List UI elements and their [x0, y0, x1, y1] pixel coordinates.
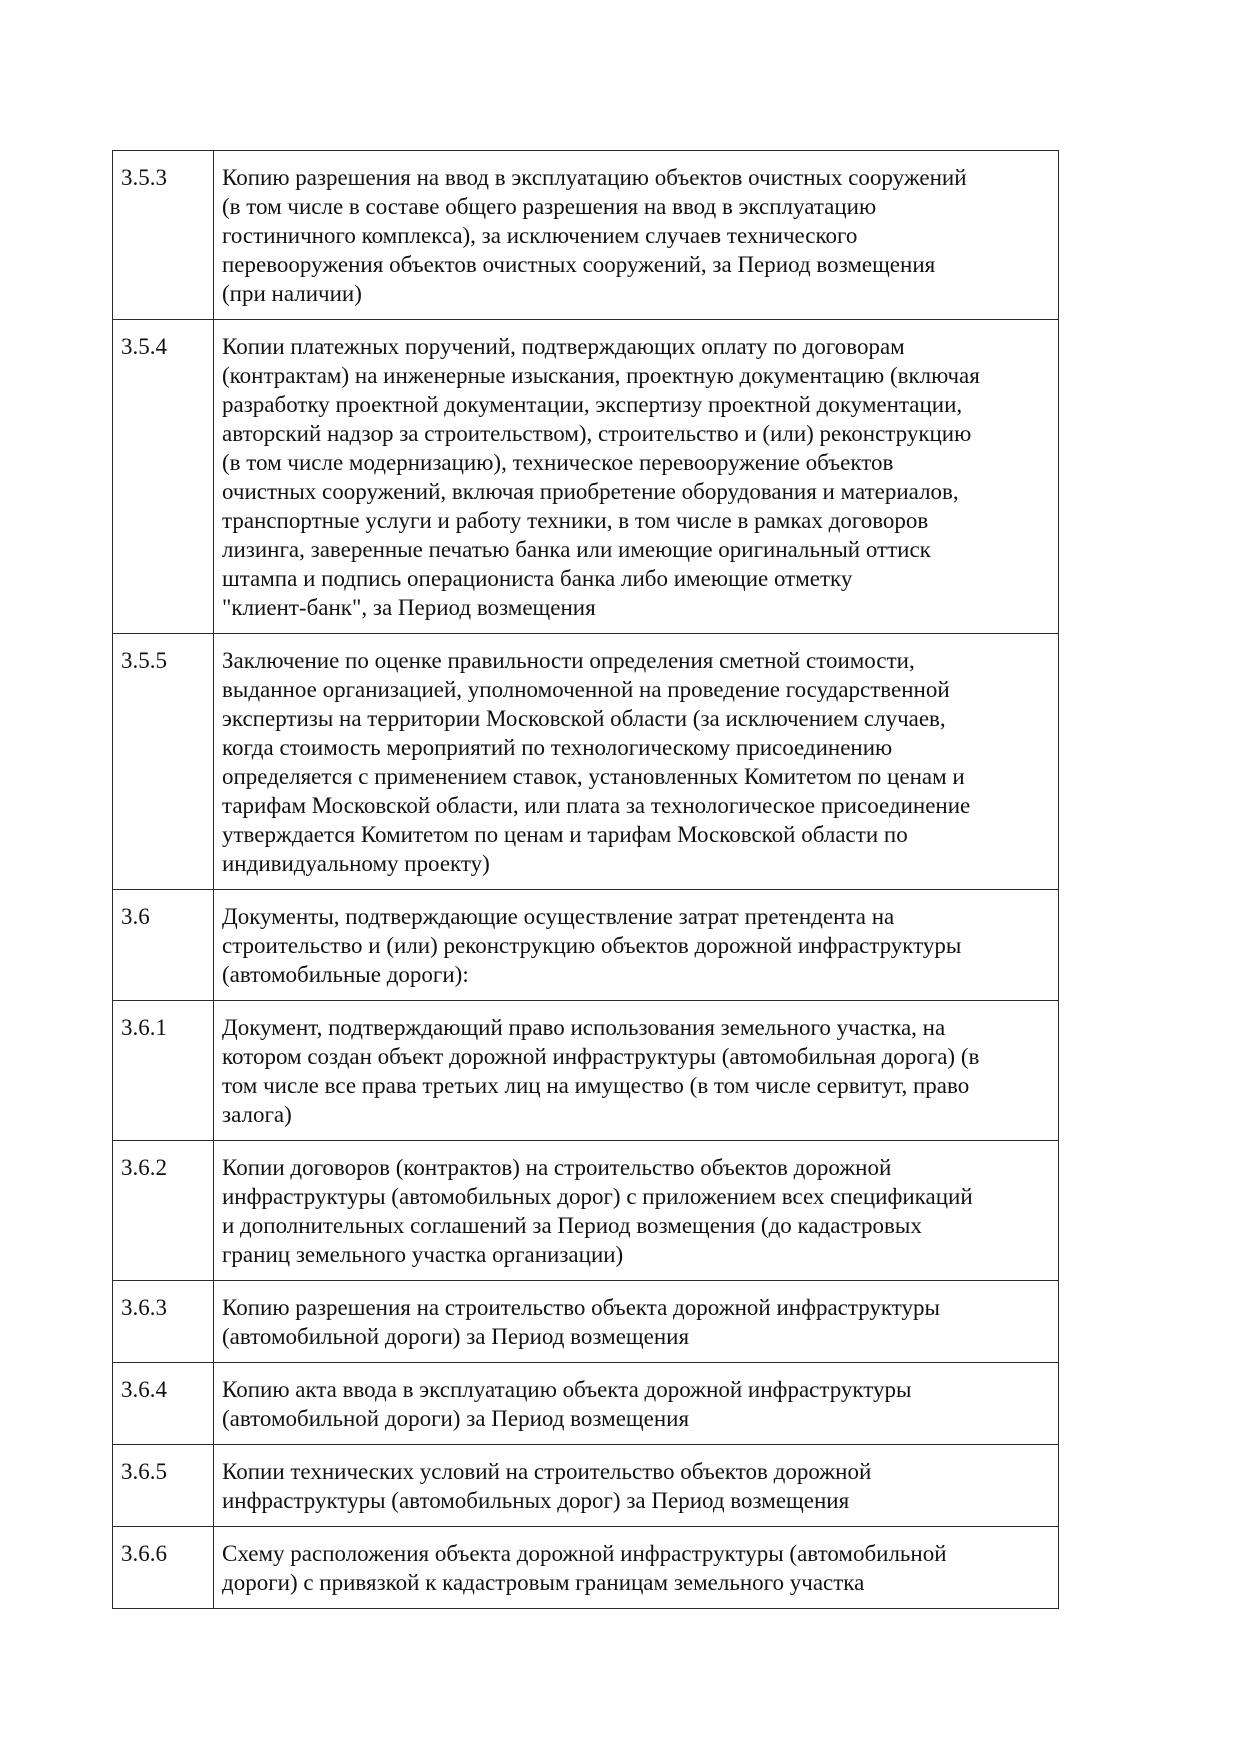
text-line: выданное организацией, уполномоченной на проведение государственной — [222, 677, 950, 702]
text-line: очистных сооружений, включая приобретение оборудования и материалов, — [222, 479, 959, 504]
table-row — [113, 1001, 1059, 1141]
text-line: определяется с применением ставок, установленных Комитетом по ценам и — [222, 764, 965, 789]
row-text — [214, 1527, 1059, 1609]
row-number: 3.6.3 — [113, 1281, 214, 1363]
table-row — [113, 1141, 1059, 1281]
row-text — [214, 1141, 1059, 1281]
text-line: (контрактам) на инженерные изыскания, проектную документацию (включая — [222, 363, 980, 388]
table-row — [113, 1363, 1059, 1445]
row-number: 3.6.5 — [113, 1445, 214, 1527]
row-text — [214, 1445, 1059, 1527]
row-number: 3.6.1 — [113, 1001, 214, 1141]
row-text — [214, 890, 1059, 1001]
text-line: (в том числе в составе общего разрешения на ввод в эксплуатацию — [222, 194, 877, 219]
text-line: границ земельного участка организации) — [222, 1242, 624, 1267]
row-number: 3.5.4 — [113, 320, 214, 634]
row-number: 3.5.3 — [113, 151, 214, 320]
text-line: котором создан объект дорожной инфраструктуры (автомобильная дорога) (в — [222, 1044, 980, 1069]
text-line: перевооружения объектов очистных сооружений, за Период возмещения — [222, 252, 936, 277]
row-text — [214, 1363, 1059, 1445]
table-row — [113, 151, 1059, 320]
table-row — [113, 1445, 1059, 1527]
text-line: штампа и подпись операциониста банка либо имеющие отметку — [222, 566, 853, 591]
row-text — [214, 1281, 1059, 1363]
text-line: инфраструктуры (автомобильных дорог) за Период возмещения — [222, 1488, 850, 1513]
text-line: (в том числе модернизацию), техническое перевооружение объектов — [222, 450, 894, 475]
row-number: 3.6.4 — [113, 1363, 214, 1445]
text-line: залога) — [222, 1102, 292, 1127]
text-line: гостиничного комплекса), за исключением случаев технического — [222, 223, 858, 248]
text-line: когда стоимость мероприятий по технологическому присоединению — [222, 735, 893, 760]
text-line: Копии договоров (контрактов) на строительство объектов дорожной — [222, 1155, 892, 1180]
text-line: индивидуальному проекту) — [222, 851, 490, 876]
row-number: 3.6 — [113, 890, 214, 1001]
text-line: (при наличии) — [222, 281, 362, 306]
table-row — [113, 320, 1059, 634]
text-line: Документ, подтверждающий право использования земельного участка, на — [222, 1015, 946, 1040]
row-number: 3.6.2 — [113, 1141, 214, 1281]
text-line: (автомобильной дороги) за Период возмещения — [222, 1324, 690, 1349]
text-line: экспертизы на территории Московской области (за исключением случаев, — [222, 706, 946, 731]
row-text — [214, 634, 1059, 890]
document-table — [112, 150, 1059, 1609]
text-line: Заключение по оценке правильности определения сметной стоимости, — [222, 648, 915, 673]
text-line: транспортные услуги и работу техники, в том числе в рамках договоров — [222, 508, 929, 533]
text-line: тарифам Московской области, или плата за технологическое присоединение — [222, 793, 971, 818]
table-row — [113, 1527, 1059, 1609]
row-text — [214, 1001, 1059, 1141]
text-line: (автомобильной дороги) за Период возмещения — [222, 1406, 690, 1431]
text-line: авторский надзор за строительством), строительство и (или) реконструкцию — [222, 421, 972, 446]
text-line: строительство и (или) реконструкцию объектов дорожной инфраструктуры — [222, 933, 962, 958]
text-line: инфраструктуры (автомобильных дорог) с приложением всех спецификаций — [222, 1184, 973, 1209]
table-row — [113, 1281, 1059, 1363]
text-line: Копии технических условий на строительство объектов дорожной — [222, 1459, 872, 1484]
text-line: "клиент-банк", за Период возмещения — [222, 595, 596, 620]
text-line: лизинга, заверенные печатью банка или имеющие оригинальный оттиск — [222, 537, 931, 562]
text-line: (автомобильные дороги): — [222, 962, 469, 987]
text-line: том числе все права третьих лиц на имущество (в том числе сервитут, право — [222, 1073, 970, 1098]
text-line: Копию разрешения на ввод в эксплуатацию объектов очистных сооружений — [222, 165, 967, 190]
text-line: дороги) с привязкой к кадастровым границам земельного участка — [222, 1570, 865, 1595]
text-line: Копию разрешения на строительство объекта дорожной инфраструктуры — [222, 1295, 940, 1320]
text-line: утверждается Комитетом по ценам и тарифам Московской области по — [222, 822, 908, 847]
text-line: и дополнительных соглашений за Период возмещения (до кадастровых — [222, 1213, 922, 1238]
text-line: Копию акта ввода в эксплуатацию объекта дорожной инфраструктуры — [222, 1377, 912, 1402]
text-line: Схему расположения объекта дорожной инфраструктуры (автомобильной — [222, 1541, 947, 1566]
table-row — [113, 890, 1059, 1001]
text-line: Копии платежных поручений, подтверждающих оплату по договорам — [222, 334, 905, 359]
text-line: Документы, подтверждающие осуществление затрат претендента на — [222, 904, 895, 929]
row-text — [214, 320, 1059, 634]
row-text — [214, 151, 1059, 320]
row-number: 3.6.6 — [113, 1527, 214, 1609]
document-table-body — [113, 151, 1059, 1609]
table-row — [113, 634, 1059, 890]
text-line: разработку проектной документации, экспертизу проектной документации, — [222, 392, 963, 417]
row-number: 3.5.5 — [113, 634, 214, 890]
